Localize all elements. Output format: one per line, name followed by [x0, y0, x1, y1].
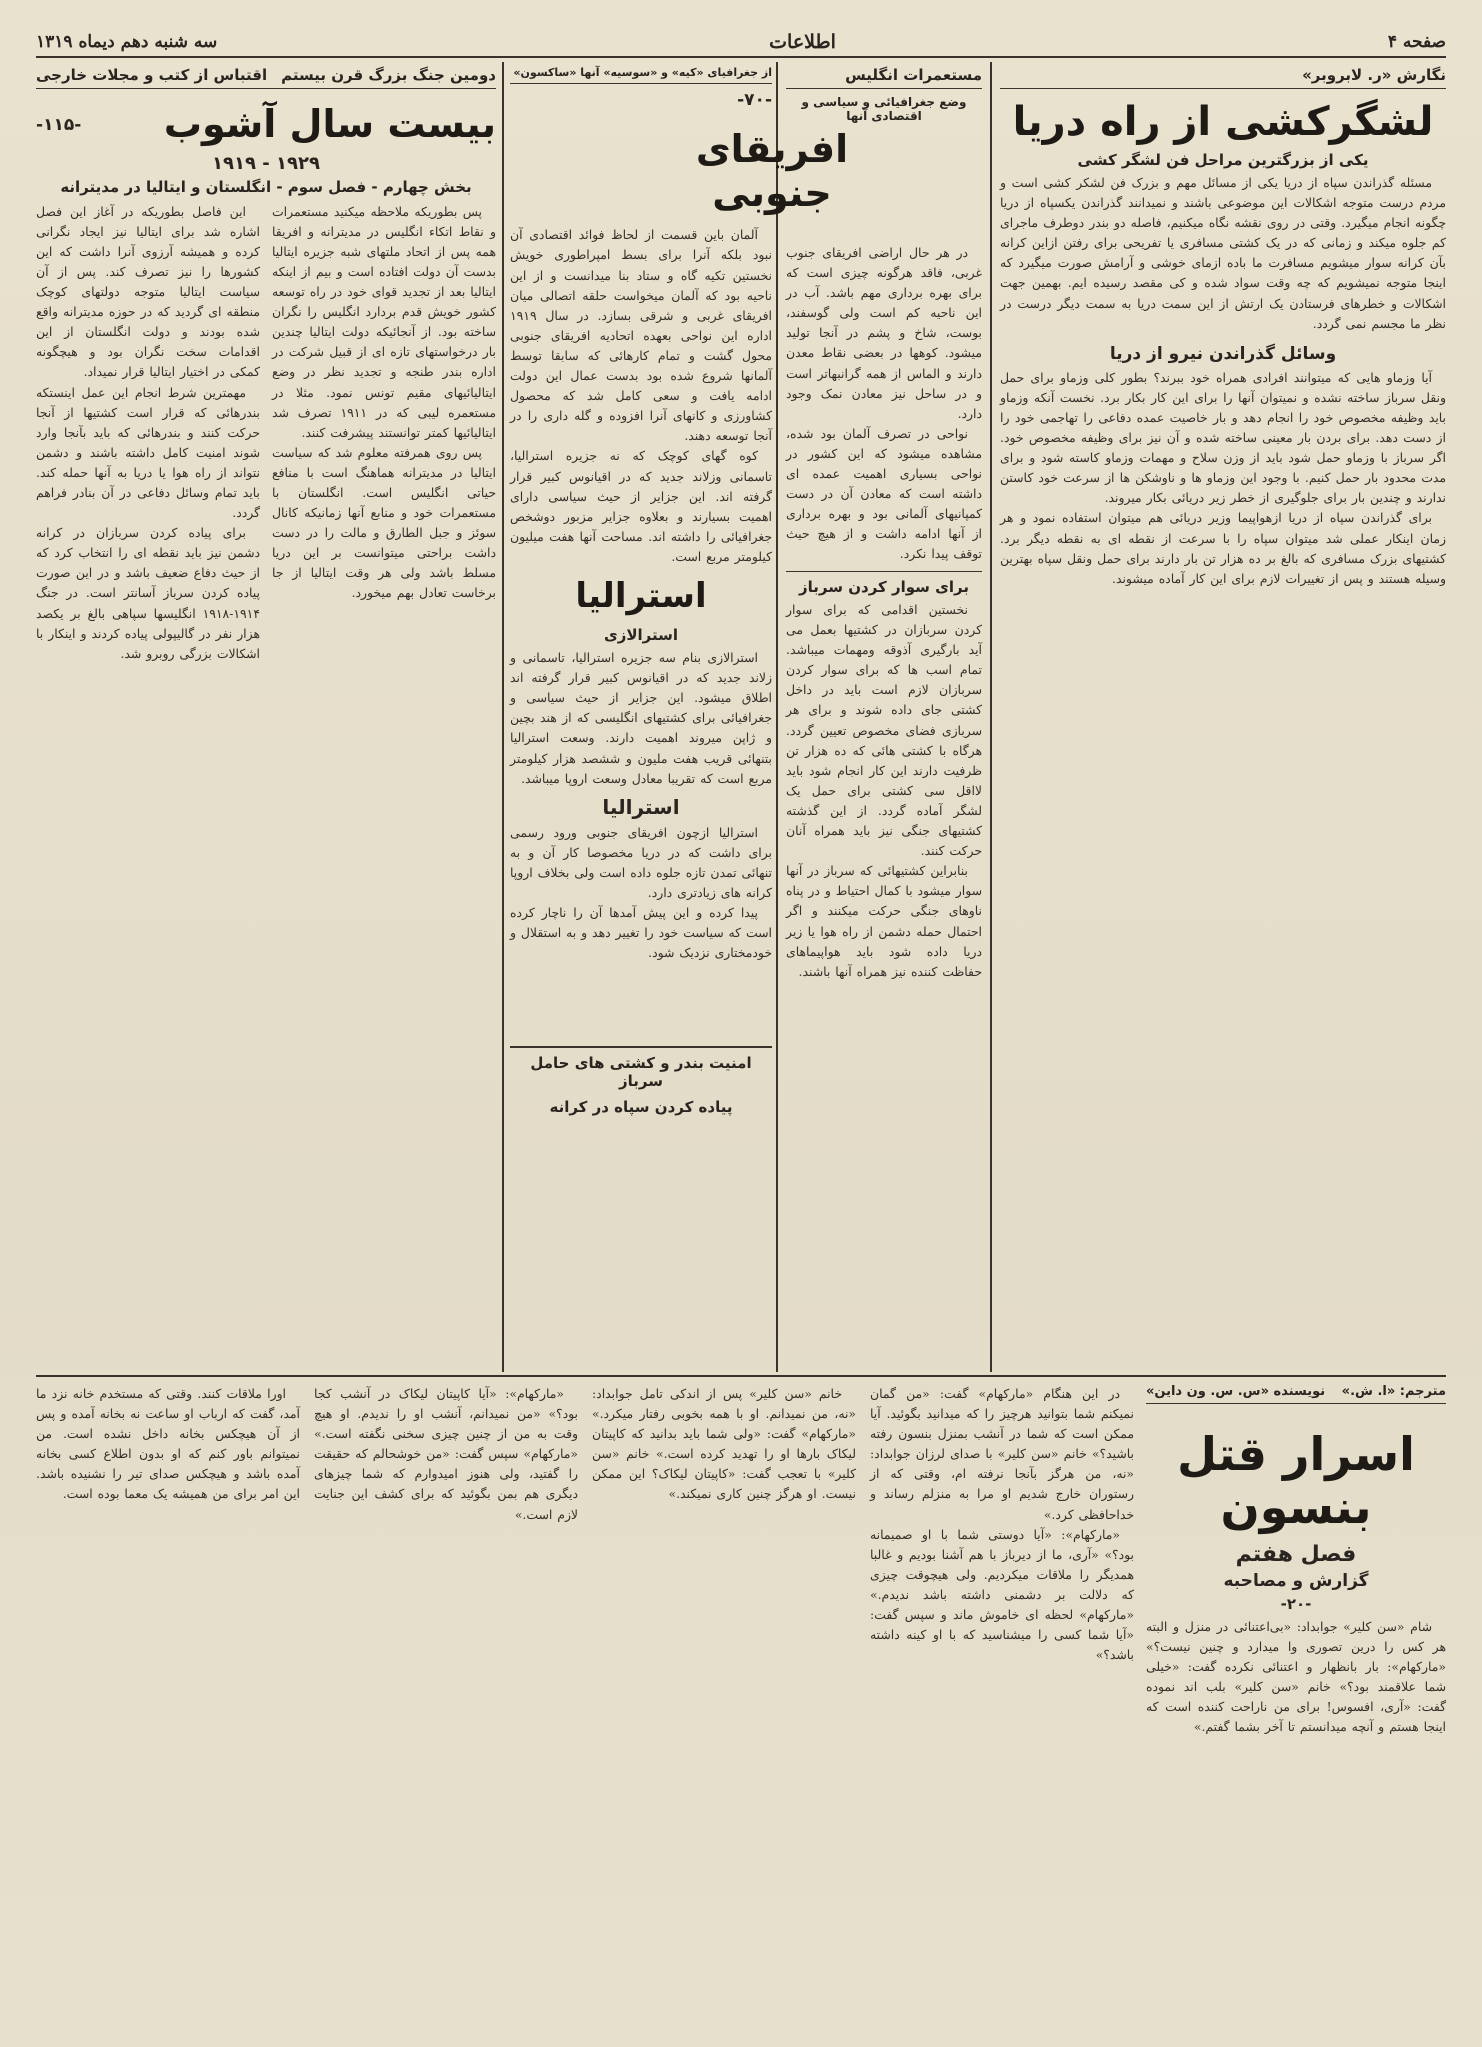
paragraph: خانم «سن کلیر» پس از اندکی تامل جوابداد: «نه، من نمیدانم. او با همه بخوبی رفتار میکرد.» «مارکهام» گفت: «ولی شما باید بدانید که کاپیتان لیکاک بارها او را تهدید کرده است.» خانم «سن کلیر» با تعجب گفت: «کاپیتان لیکاک؟ این ممکن نیست. او هرگز چنین کاری نمیکند.»	[592, 1386, 856, 1502]
box-harbor-security	[510, 1040, 772, 1370]
article-kicker-secondary: اقتباس از کتب و مجلات خارجی	[36, 66, 268, 84]
paragraph: نخستین اقدامی که برای سوار کردن سربازان در کشتیها بعمل می آید بارگیری آذوقه ومهمات میباشد. تمام اسب ها که برای سوار کردن سربازان لازم است باید در داخل کشتی جای داده شوند و برای هر سربازی فضای مخصوص تعیین گردد. هرگاه با کشتی هائی که ده هزار تن ظرفیت دارند این کار انجام شود باید لااقل سی کشتی برای حمل یک لشگر آماده گردد. از این گذشته کشتیهای جنگی نیز باید همراه آنان حرکت کنند.	[786, 602, 982, 859]
paper-name: اطلاعات	[769, 31, 836, 53]
column-rule	[502, 62, 504, 1372]
article-south-africa-col1	[786, 66, 982, 1366]
article-kicker-row	[36, 66, 496, 89]
serial-title: اسرار قتل بنسون	[1177, 1427, 1415, 1534]
masthead-bar	[36, 28, 1446, 58]
paragraph: اورا ملاقات کنند. وقتی که مستخدم خانه نزد ما آمد، گفت که ارباب او ساعت نه بخانه آمده و پس از آن هیچکس بخانه داخل نشده است. من نمیتوانم باور کنم که او بدون اطلاع کسی بخانه آمده باشد و هیچکس صدای تیر را نشنیده باشد. این امر برای من همیشه یک معما بوده است.	[36, 1386, 300, 1502]
serial-col	[592, 1384, 856, 2034]
article-number-row	[510, 90, 772, 110]
two-column-body	[36, 202, 496, 664]
article-body-end	[510, 823, 772, 964]
paragraph: آیا وزماو هایی که میتوانند افرادی همراه خود ببرند؟ بطور کلی وزماو برای حمل ونقل سرباز ساخته نشده و نمیتوان آنها را برای این کار بکار برد. نخست آنکه وزماو باید وظیفه مخصوص خود را انجام دهد و بار خاصیت عمده دفاعی را تهاجمی خود را از دست دهد. برای بردن بار معینی ساخته شده و آن نیز برای وظیفه مخصوص خود. اگر سرباز با وزماو حمل شود باید از وزن سلاح و مهمات وزماو کاسته شود و برای مدت محدود بار حمل کنیم. با وجود این وزماو ها و ناوشکن ها از سرعت خود کاستن ندارند و چندین بار برای جلوگیری از خطر زیر دریائی بکار میروند.	[1000, 369, 1446, 506]
paragraph: استرالازی بنام سه جزیره استرالیا، تاسمانی و زلاند جدید که در اقیانوس کبیر قرار گرفته اند اطلاق میشود. این جزایر از حیث سیاسی و جغرافیائی برای کشتیهای انگلیسی که از هند بچین و ژاپن میروند اهمیت دارند. وسعت استرالیا بتنهائی قریب هفت ملیون و ششصد هزار کیلومتر مربع است که تقریبا معادل وسعت اروپا میباشد.	[510, 650, 772, 786]
paragraph: «مارکهام»: «آیا کاپیتان لیکاک در آنشب کجا بود؟» «من نمیدانم، آنشب او را ندیدم. او هیچ وقت به من از چنین چیزی سخنی نگفته است.» «مارکهام» سپس گفت: «من خوشحالم که حقیقت را گفتید، ولی هنوز امیدوارم که شما چیزهای دیگری هم بمن بگوئید که برای کشف این جنایت لازم است.»	[314, 1386, 578, 1522]
article-part: بخش چهارم - فصل سوم - انگلستان و ایتالیا در مدیترانه	[60, 177, 472, 196]
serial-story	[36, 1384, 1446, 2034]
box-title: امنیت بندر و کشتی های حامل سرباز	[530, 1053, 752, 1090]
paragraph: آلمان باین قسمت از لحاظ فوائد اقتصادی آن نبود بلکه آنرا برای بسط امپراطوری خویش نخستین تکیه گاه و ستاد بنا میدانست و از این ناحیه بود که آلمان میخواست حلقه اتصالی میان افریقای غربی و شرقی بسازد. در سال ۱۹۱۹ اداره این نواحی بعهده اتحادیه افریقای جنوبی محول گشت و تمام کارهائی که سابقا توسط آلمانها شروع شده بود بدست عمال این دولت ادامه یافت و سعی کامل شد که محصول کشاورزی و کانهای آنرا افزوده و گله داری را در آنجا توسعه دهند.	[510, 227, 772, 444]
article-years: ۱۹۲۹ - ۱۹۱۹	[212, 152, 320, 174]
article-body-continued	[1000, 368, 1446, 589]
section-subtitle: استرالازی	[603, 626, 679, 645]
box-title-secondary: پیاده کردن سپاه در کرانه	[549, 1097, 733, 1116]
issue-date: سه شنبه دهم دیماه ۱۳۱۹	[36, 32, 218, 52]
article-body	[786, 243, 982, 565]
paragraph: شام «سن کلیر» جوابداد: «بی‌اعتنائی در منزل و البته هر کس را درین تصوری وا میدارد و چنین نیست؟» «مارکهام»: بار بانظهار و اعتنائی نکرده گفت: «خیلی شما علاقمند بود؟» خانم «سن کلیر» بلب اند نموده گفت: «آری، افسوس! برای من ناراحت کننده است که اینجا هستم و آنچه میدانستم تا آخر بشما گفتم.»	[1146, 1618, 1446, 1735]
article-title: افریقای جنوبی	[695, 127, 849, 215]
box-body	[786, 600, 982, 982]
body-col-left	[36, 202, 260, 664]
paragraph: پس بطوریکه ملاحظه میکنید مستعمرات و نقاط اتکاء انگلیس در مدیترانه و افریقا همه پس از اتحاد ملتهای شبه جزیره ایتالیا بدست آن دولت افتاده است و بیم از اینکه ایتالیا بعد از تجدید قوای خود در راه توسعه کشور خویش قدم بردارد انگلیس را نگران ساخته بود. از آنجائیکه دولت ایتالیا چندین بار درخواستهای تازه ای از قبیل شرکت در اداره بندر طنجه و تجدید نظر در وضع ایتالیائیهای مقیم تونس نمود. مثلا در مستعمره لیبی که در ۱۹۱۱ تصرف شد ایتالیائیها کمتر توانستند پیشرفت کنند.	[272, 203, 497, 440]
section-title: استرالیا	[575, 575, 707, 616]
serial-columns	[36, 1384, 1134, 2034]
paragraph: استرالیا ازچون افریقای جنوبی ورود رسمی برای داشت که در دریا مخصوصا کار آن و به تنهائی تمدن تازه جلوه داده است ولی بخلاف اروپا کرانه های زیادتری دارد.	[510, 824, 772, 900]
page-number: صفحه ۴	[1387, 32, 1446, 52]
title-row	[36, 103, 496, 147]
paragraph: بنابراین کشتیهائی که سرباز در آنها سوار میشود با کمال احتیاط و در پناه ناوهای جنگی حرکت میکنند و اگر احتمال حمله دشمن از راه هوا یا زیر دریا داده شود باید هواپیماهای حفاظت کننده نیز همراه آنها باشند.	[786, 863, 982, 979]
body-col-right	[272, 202, 496, 664]
serial-divider	[36, 1375, 1446, 1377]
column-rule	[776, 62, 778, 1372]
box-rule	[786, 571, 982, 573]
article-kicker: نگارش «ر. لابروبر»	[1302, 66, 1446, 84]
section-title: استرالیا	[602, 794, 680, 819]
article-twenty-years	[36, 66, 496, 1366]
article-subtitle: وضع جغرافیائی و سیاسی و اقتصادی آنها	[801, 95, 967, 123]
serial-col	[314, 1384, 578, 2034]
serial-heading-block	[1146, 1384, 1446, 1737]
column-rule	[990, 62, 992, 1372]
article-body-continued	[510, 648, 772, 789]
article-kicker-row	[786, 66, 982, 89]
serial-chapter: فصل هفتم	[1235, 1541, 1357, 1567]
serial-number: -۲۰-	[1280, 1594, 1312, 1613]
paragraph: در هر حال اراضی افریقای جنوب غربی، فاقد هرگونه چیزی است که برای بهره برداری مهم باشد. آب در این ناحیه کم است ولی گوسفند، بوست، شاخ و پشم در آنجا تولید میشود. کوهها در بعضی نقاط معدن دارند و الماس از همه گرانبهاتر است و در ساحل نیز معادن نمک وجود دارد.	[786, 245, 982, 421]
paragraph: پس روی همرفته معلوم شد که سیاست ایتالیا در مدیترانه هماهنگ است با منافع حیاتی انگلیس است. انگلستان با مستعمرات خود و منابع آنها زمانیکه کانال سوئز و جبل الطارق و مالت را در دست داشت براحتی میتوانست بر این دریا مسلط باشد ولی هر وقت ایتالیا از جا برخاست تعادل بهم میخورد.	[272, 444, 496, 601]
article-body	[510, 225, 772, 567]
paragraph: این فاصل بطوریکه در آغاز این فصل اشاره شد برای ایتالیا نیز ایجاد نگرانی کرده و همیشه آرزوی آنرا داشت که این کشورها را نیز تصرف کند. پس از آن سیاست ایتالیا متوجه دولتهای کوچک منطقه ای گردید که در حوزه مدیترانه واقع شده بودند و دولت انگلستان از این اقدامات سخت نگران بود و هیچگونه کمکی در اختیار ایتالیا قرار نمیداد.	[36, 203, 260, 380]
paragraph: در این هنگام «مارکهام» گفت: «من گمان نمیکنم شما بتوانید هرچیز را که میدانید بگوئید. آیا ممکن است که شما در آنشب بمنزل بنسون رفته باشید؟» خانم «سن کلیر» با صدای لرزان جوابداد: «نه، من هرگز بآنجا نرفته ام، وقتی که از رستوران خارج شدیم او مرا به منزلم رساند و خداحافظی کرد.»	[870, 1386, 1134, 1522]
paragraph: نواحی در تصرف آلمان بود شده، مشاهده میشود که این کشور در نواحی بسیاری اهمیت عمده ای داشته است که معادن آن در دست کمپانیهای آلمانی بود و بهره برداری از آنها ادامه داشت و از هیچ حیث توقف پیدا نکرد.	[786, 425, 982, 562]
serial-body-first	[1146, 1617, 1446, 1738]
article-kicker: از جغرافیای «کیه» و «سوسیه» آنها «ساکسون»	[513, 66, 772, 79]
article-body	[1000, 173, 1446, 334]
serial-byline	[1146, 1384, 1446, 1404]
serial-translator: مترجم: «ا. ش.»	[1341, 1384, 1446, 1399]
box-rule	[510, 1046, 772, 1048]
serial-col	[870, 1384, 1134, 2034]
serial-col	[36, 1384, 300, 2034]
paragraph: برای پیاده کردن سربازان در کرانه دشمن نیز باید نقطه ای را انتخاب کرد که از حیث دفاع ضعیف باشد و در این صورت پیاده کردن سرباز آسانتر است. در جنگ ۱۹۱۴-۱۹۱۸ انگلیسها سپاهی بالغ بر یکصد هزار نفر در گالیپولی پیاده کردند و اینکار با اشکالات بزرگی روبرو شد.	[36, 525, 260, 661]
paragraph: پیدا کرده و این پیش آمدها آن را ناچار کرده است که سیاست خود را تغییر دهد و به استقلال و خودمختاری نزدیک شود.	[510, 905, 772, 961]
article-kicker: دومین جنگ بزرگ قرن بیستم	[281, 66, 496, 84]
article-title: بیست سال آشوب	[163, 102, 496, 146]
article-naval-transport	[1000, 66, 1446, 1366]
box-title: برای سوار کردن سرباز	[799, 578, 969, 596]
paragraph: «مارکهام»: «آیا دوستی شما با او صمیمانه بود؟» «آری، ما از دیرباز با هم آشنا بودیم و غالبا همدیگر را ملاقات میکردیم. ولی هیچوقت چیزی که دلالت بر دشمنی داشته باشد ندیدم.» «مارکهام» لحظه ای خاموش ماند و سپس گفت: «آیا شما کسی را میشناسید که با او کینه داشته باشد؟»	[870, 1526, 1134, 1663]
serial-author: نویسنده «س. س. ون داین»	[1146, 1384, 1326, 1399]
article-kicker-row	[1000, 66, 1446, 89]
paragraph: مسئله گذراندن سپاه از دریا یکی از مسائل مهم و بزرک فن لشکر کشی است و مردم درست متوجه اشکالات این موضوعی باشند و نمیدانند گذراندن یکسپاه از دریا چگونه انجام میگیرد. وقتی در روی نقشه نگاه میکنیم، فاصله دو بندر دوطرف ماجرای کم جلوه میکند و زمانی که در یک کشتی مسافری یا تفریحی برای رفتن ازاین کرانه بآن کرانه سوار میشویم مسافرت ما باده ازمای خوشی و آرامش صورت میگیرد که اینجا متوجه نمیشویم که چه وقت سواد شده و کی مقصد رسیده ایم. بهمین جهت اشکالات و خطرهای فرستادن یک ارتش از این سمت دریا به سمت دیگر درست در نظر ما مجسم نمی گردد.	[1000, 175, 1446, 331]
section-title: وسائل گذراندن نیرو از دریا	[1109, 343, 1337, 364]
article-number: -۱۱۵-	[36, 114, 82, 135]
article-title: لشگرکشی از راه دریا	[1012, 99, 1434, 145]
paragraph: کوه گهای کوچک که نه جزیره استرالیا، تاسمانی وزلاند جدید که در اقیانوس کبیر قرار گرفته اند. این جزایر از حیث سیاسی دارای اهمیت بسیارند و بعلاوه جزایر مزبور دوشخص جغرافیائی را داشته اند. مساحت آنها هفت میلیون کیلومتر مربع است.	[510, 448, 772, 564]
article-kicker-row	[510, 66, 772, 84]
serial-section: گزارش و مصاحبه	[1223, 1570, 1369, 1591]
paragraph: مهمترین شرط انجام این عمل اینستکه بندرهائی که قرار است کشتیها از آنجا حرکت کنند و بندرهائی که باید بآنجا وارد شوند امنیت کامل داشته باشند و دشمن نتواند از راه هوا یا دریا به آنها حمله کند. باید تمام وسائل دفاعی در آن بنادر فراهم گردد.	[36, 384, 260, 521]
article-number: -۷۰-	[737, 90, 772, 110]
article-kicker: مستعمرات انگلیس	[845, 66, 982, 84]
paragraph: برای گذراندن سپاه از دریا ازهواپیما وزیر دریائی هم میتوان استفاده نمود و هر زمان اینکار عملی شد میتوان سپاه را با سرعت از نقطه ای به نقطه دیگر برد. کشتیهای بزرک مسافری که بالغ بر ده هزار تن بار دارند برای حمل ونقل سپاه بهترین وسیله هستند و پس از تغییرات لازم برای این کار آماده میشوند.	[1000, 510, 1446, 586]
article-subtitle: یکی از بزرگترین مراحل فن لشگر کشی	[1077, 151, 1369, 169]
